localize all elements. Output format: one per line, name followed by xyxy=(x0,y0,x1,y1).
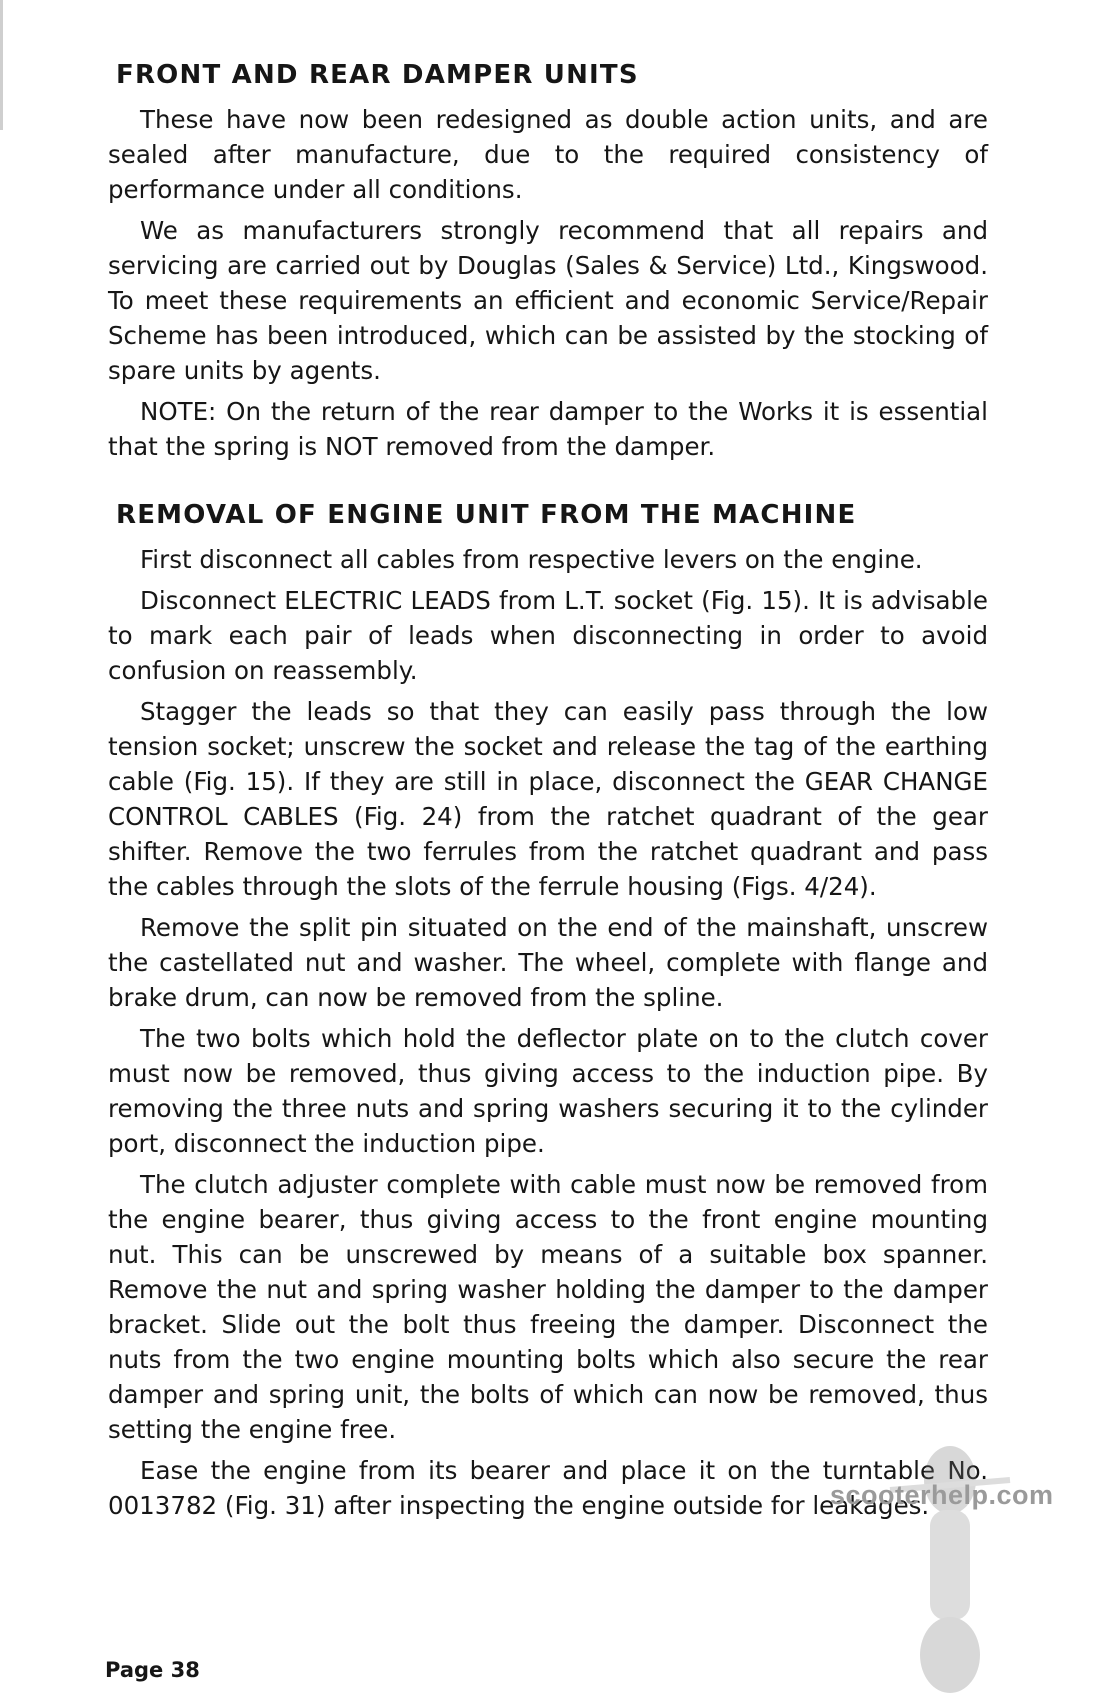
page-number: Page 38 xyxy=(105,1658,200,1682)
section-heading-engine-removal: REMOVAL OF ENGINE UNIT FROM THE MACHINE xyxy=(116,500,857,530)
paragraph: We as manufacturers strongly recommend that all repairs and servicing are carried out by Douglas (Sales & Service) Ltd., Kingswood. To meet these requirements an efficient and economic Service/Repair Scheme has been introduced, which can be assisted by the stocking of spare units by agents. xyxy=(108,216,988,385)
scooter-watermark-icon xyxy=(880,1420,1020,1700)
paragraph: Disconnect ELECTRIC LEADS from L.T. socket (Fig. 15). It is advisable to mark each pair of leads when disconnecting in order to avoid confusion on reassembly. xyxy=(108,586,988,685)
paragraph: Remove the split pin situated on the end of the mainshaft, unscrew the castellated nut and washer. The wheel, complete with flange and brake drum, can now be removed from the spline. xyxy=(108,913,988,1012)
paragraph: These have now been redesigned as double action units, and are sealed after manufacture, due to the required consistency of performance under all conditions. xyxy=(108,105,988,204)
section-heading-damper-units: FRONT AND REAR DAMPER UNITS xyxy=(116,60,639,90)
paragraph: The clutch adjuster complete with cable must now be removed from the engine bearer, thus giving access to the front engine mounting nut. This can be unscrewed by means of a suitable box spanner. Remove the nut and spring washer holding the damper to the damper bracket. Slide out the bolt thus freeing the damper. Disconnect the nuts from the two engine mounting bolts which also secure the rear damper and spring unit, the bolts of which can now be removed, thus setting the engine free. xyxy=(108,1170,988,1444)
manual-page xyxy=(108,58,988,1529)
paragraph: First disconnect all cables from respective levers on the engine. xyxy=(140,545,923,574)
paragraph: Stagger the leads so that they can easily pass through the low tension socket; unscrew the socket and release the tag of the earthing cable (Fig. 15). If they are still in place, disconnect the GEAR CHANGE CONTROL CABLES (Fig. 24) from the ratchet quadrant of the gear shifter. Remove the two ferrules from the ratchet quadrant and pass the cables through the slots of the ferrule housing (Figs. 4/24). xyxy=(108,697,988,901)
paragraph: The two bolts which hold the deflector plate on to the clutch cover must now be removed, thus giving access to the induction pipe. By removing the three nuts and spring washers securing it to the cylinder port, disconnect the induction pipe. xyxy=(108,1024,988,1158)
website-watermark: scooterhelp.com xyxy=(830,1480,1054,1510)
scan-edge xyxy=(0,0,3,130)
note-paragraph: NOTE: On the return of the rear damper to the Works it is essential that the spring is NOT removed from the damper. xyxy=(108,397,988,461)
paragraph: Ease the engine from its bearer and place it on the turntable No. 0013782 (Fig. 31) after inspecting the engine outside for leakages. xyxy=(108,1456,988,1520)
